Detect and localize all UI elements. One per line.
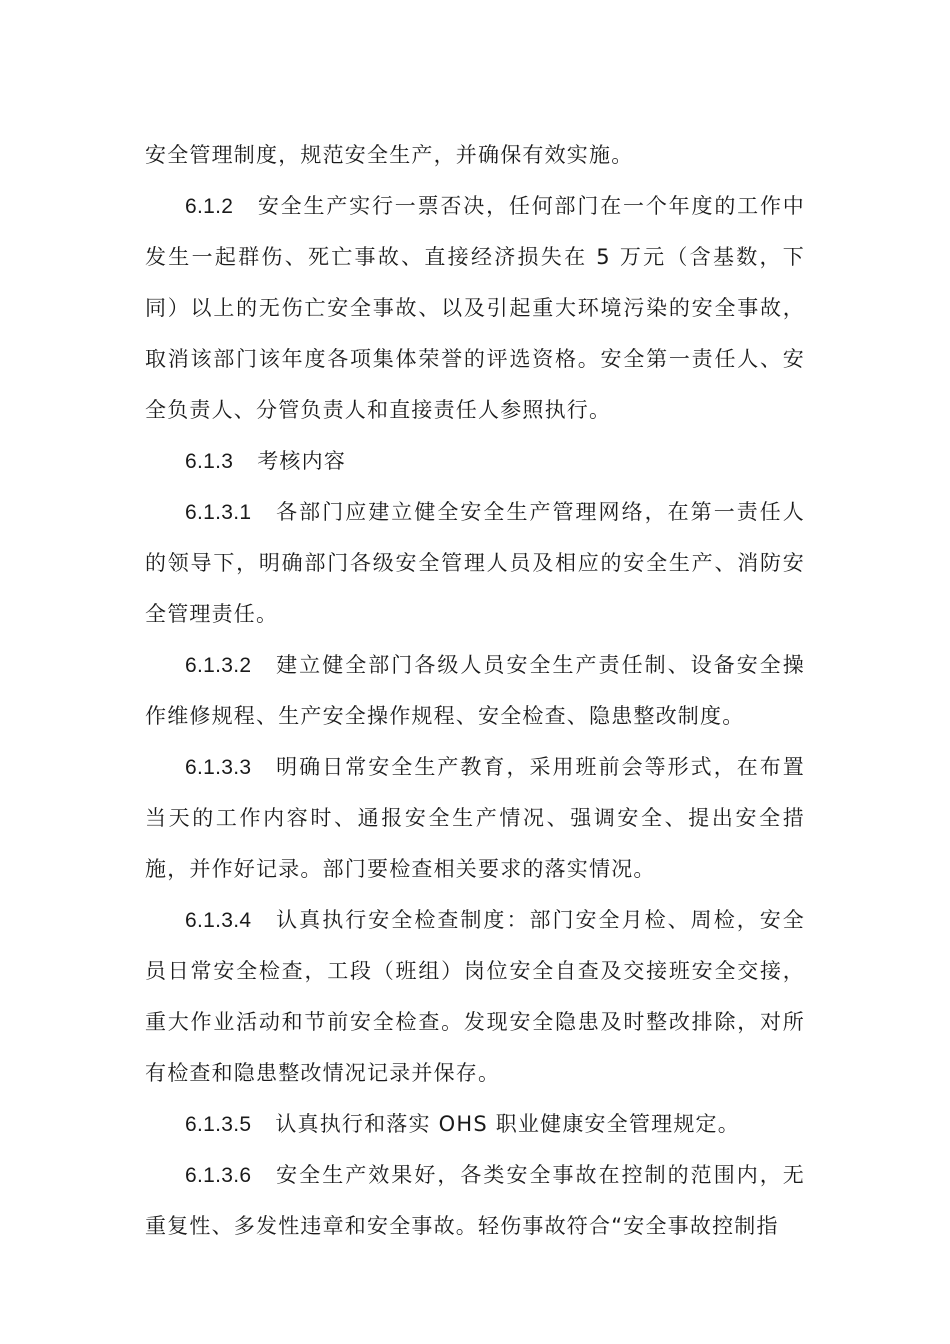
paragraph-continuation <box>145 130 805 181</box>
section-number: 6.1.3.4 <box>185 909 252 932</box>
paragraph-6-1-3-1 <box>145 487 805 640</box>
paragraph-6-1-3-5 <box>145 1099 805 1150</box>
section-number: 6.1.3.6 <box>185 1164 252 1187</box>
paragraph-6-1-3-6 <box>145 1150 805 1252</box>
paragraph-6-1-3 <box>145 436 805 487</box>
paragraph-text: 各部门应建立健全安全生产管理网络，在第一责任人的领导下，明确部门各级安全管理人员及相应的安全生产、消防安全管理责任。 <box>145 500 805 626</box>
paragraph-6-1-3-3 <box>145 742 805 895</box>
section-number: 6.1.3 <box>185 450 234 473</box>
section-number: 6.1.3.1 <box>185 501 252 524</box>
paragraph-6-1-2 <box>145 181 805 436</box>
paragraph-6-1-3-4 <box>145 895 805 1099</box>
section-number: 6.1.3.2 <box>185 654 252 677</box>
section-number: 6.1.3.5 <box>185 1113 252 1136</box>
document-body <box>145 130 805 1252</box>
paragraph-text: 安全生产效果好，各类安全事故在控制的范围内，无重复性、多发性违章和安全事故。轻伤事故符合“安全事故控制指 <box>145 1163 805 1238</box>
section-number: 6.1.3.3 <box>185 756 252 779</box>
section-number: 6.1.2 <box>185 195 234 218</box>
paragraph-text: 建立健全部门各级人员安全生产责任制、设备安全操作维修规程、生产安全操作规程、安全检查、隐患整改制度。 <box>145 653 805 728</box>
paragraph-text: 认真执行和落实 OHS 职业健康安全管理规定。 <box>275 1112 740 1136</box>
paragraph-text: 明确日常安全生产教育，采用班前会等形式，在布置当天的工作内容时、通报安全生产情况、强调安全、提出安全措施，并作好记录。部门要检查相关要求的落实情况。 <box>145 755 805 881</box>
paragraph-6-1-3-2 <box>145 640 805 742</box>
paragraph-text: 安全管理制度，规范安全生产，并确保有效实施。 <box>145 143 634 167</box>
paragraph-text: 认真执行安全检查制度：部门安全月检、周检，安全员日常安全检查，工段（班组）岗位安全自查及交接班安全交接，重大作业活动和节前安全检查。发现安全隐患及时整改排除，对所有检查和隐患整改情况记录并保存。 <box>145 908 805 1085</box>
section-heading: 考核内容 <box>257 449 347 473</box>
paragraph-text: 安全生产实行一票否决，任何部门在一个年度的工作中发生一起群伤、死亡事故、直接经济损失在 5 万元（含基数，下同）以上的无伤亡安全事故、以及引起重大环境污染的安全事故，取消该部门该年度各项集体荣誉的评选资格。安全第一责任人、安全负责人、分管负责人和直接责任人参照执行。 <box>145 194 805 422</box>
